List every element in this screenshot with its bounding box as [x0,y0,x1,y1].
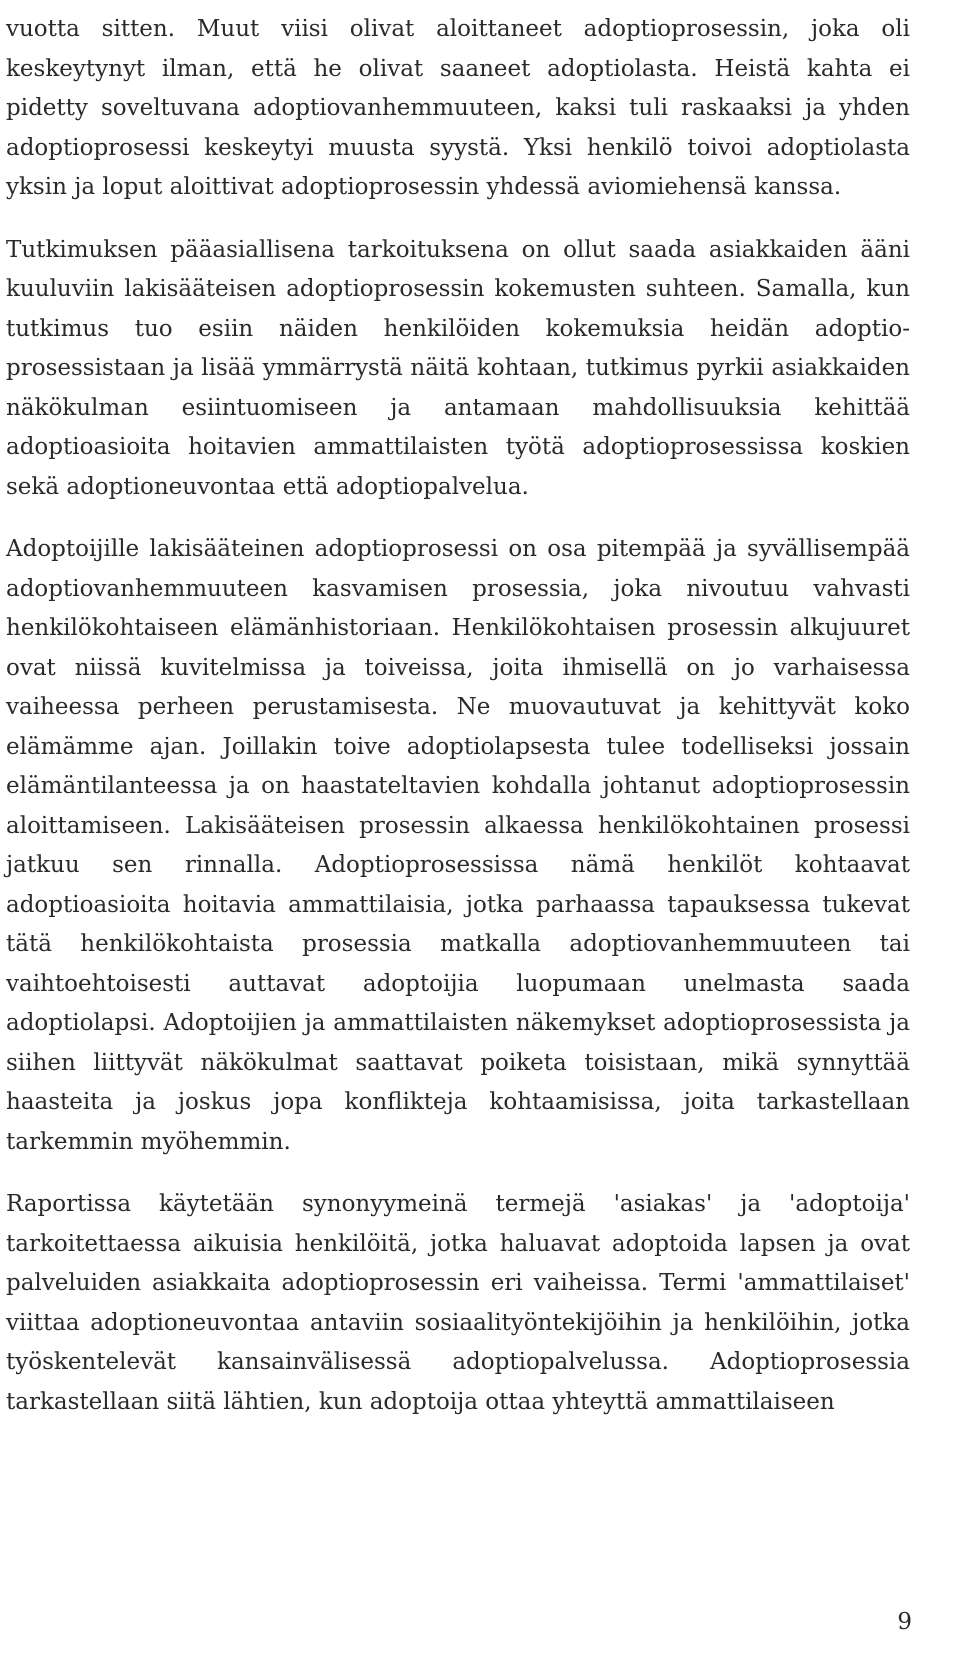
body-text [6,10,910,1445]
paragraph-3: Adoptoijille lakisääteinen adoptioprosessi on osa pitempää ja syvällisempää adoptiovanhemmuuteen kasvamisen prosessia, joka nivoutuu vahvasti henkilökohtaiseen elämänhistoriaan. Henkilökohtaisen prosessin alkujuuret ovat niissä kuvitelmissa ja toiveissa, joita ihmisellä on jo varhaisessa vaiheessa perheen perustamisesta. Ne muovautuvat ja kehittyvät koko elämämme ajan. Joillakin toive adoptiolapsesta tulee todelliseksi jossain elämäntilanteessa ja on haastateltavien kohdalla johtanut adoptioprosessin aloittamiseen. Lakisääteisen prosessin alkaessa henkilökohtainen prosessi jatkuu sen rinnalla. Adoptioprosessissa nämä henkilöt kohtaavat adoptioasioita hoitavia ammattilaisia, jotka parhaassa tapauksessa tukevat tätä henkilökohtaista prosessia matkalla adoptiovanhemmuuteen tai vaihtoehtoisesti auttavat adoptoijia luopumaan unelmasta saada adoptiolapsi. Adoptoijien ja ammattilaisten näkemykset adoptioprosessista ja siihen liittyvät näkökulmat saattavat poiketa toisistaan, mikä synnyttää haasteita ja joskus jopa konflikteja kohtaamisissa, joita tarkastellaan tarkemmin myöhemmin. [6,536,910,1155]
paragraph-1: vuotta sitten. Muut viisi olivat aloittaneet adoptioprosessin, joka oli keskeytynyt ilman, että he olivat saaneet adoptiolasta. Heistä kahta ei pidetty soveltuvana adoptiovanhemmuuteen, kaksi tuli raskaaksi ja yhden adoptioprosessi keskeytyi muusta syystä. Yksi henkilö toivoi adoptiolasta yksin ja loput aloittivat adoptioprosessin yhdessä aviomiehensä kanssa. [6,16,910,200]
paragraph-4: Raportissa käytetään synonyymeinä termejä 'asiakas' ja 'adoptoija' tarkoitettaessa aikuisia henkilöitä, jotka haluavat adoptoida lapsen ja ovat palveluiden asiakkaita adoptioprosessin eri vaiheissa. Termi 'ammattilaiset' viittaa adoptioneuvontaa antaviin sosiaalityöntekijöihin ja henkilöihin, jotka työskentelevät kansainvälisessä adoptiopalvelussa. Adoptioprosessia tarkastellaan siitä lähtien, kun adoptoija ottaa yhteyttä ammattilaiseen [6,1191,910,1415]
paragraph-2: Tutkimuksen pääasiallisena tarkoituksena on ollut saada asiakkaiden ääni kuuluviin lakisääteisen adoptioprosessin kokemusten suhteen. Samalla, kun tutkimus tuo esiin näiden henkilöiden kokemuksia heidän adoptioprosessistaan ja lisää ymmärrystä näitä kohtaan, tutkimus pyrkii asiakkaiden näkökulman esiintuomiseen ja antamaan mahdollisuuksia kehittää adoptioasioita hoitavien ammattilaisten työtä adoptioprosessissa koskien sekä adoptioneuvontaa että adoptiopalvelua. [6,236,910,500]
page-number: 9 [897,1609,912,1635]
